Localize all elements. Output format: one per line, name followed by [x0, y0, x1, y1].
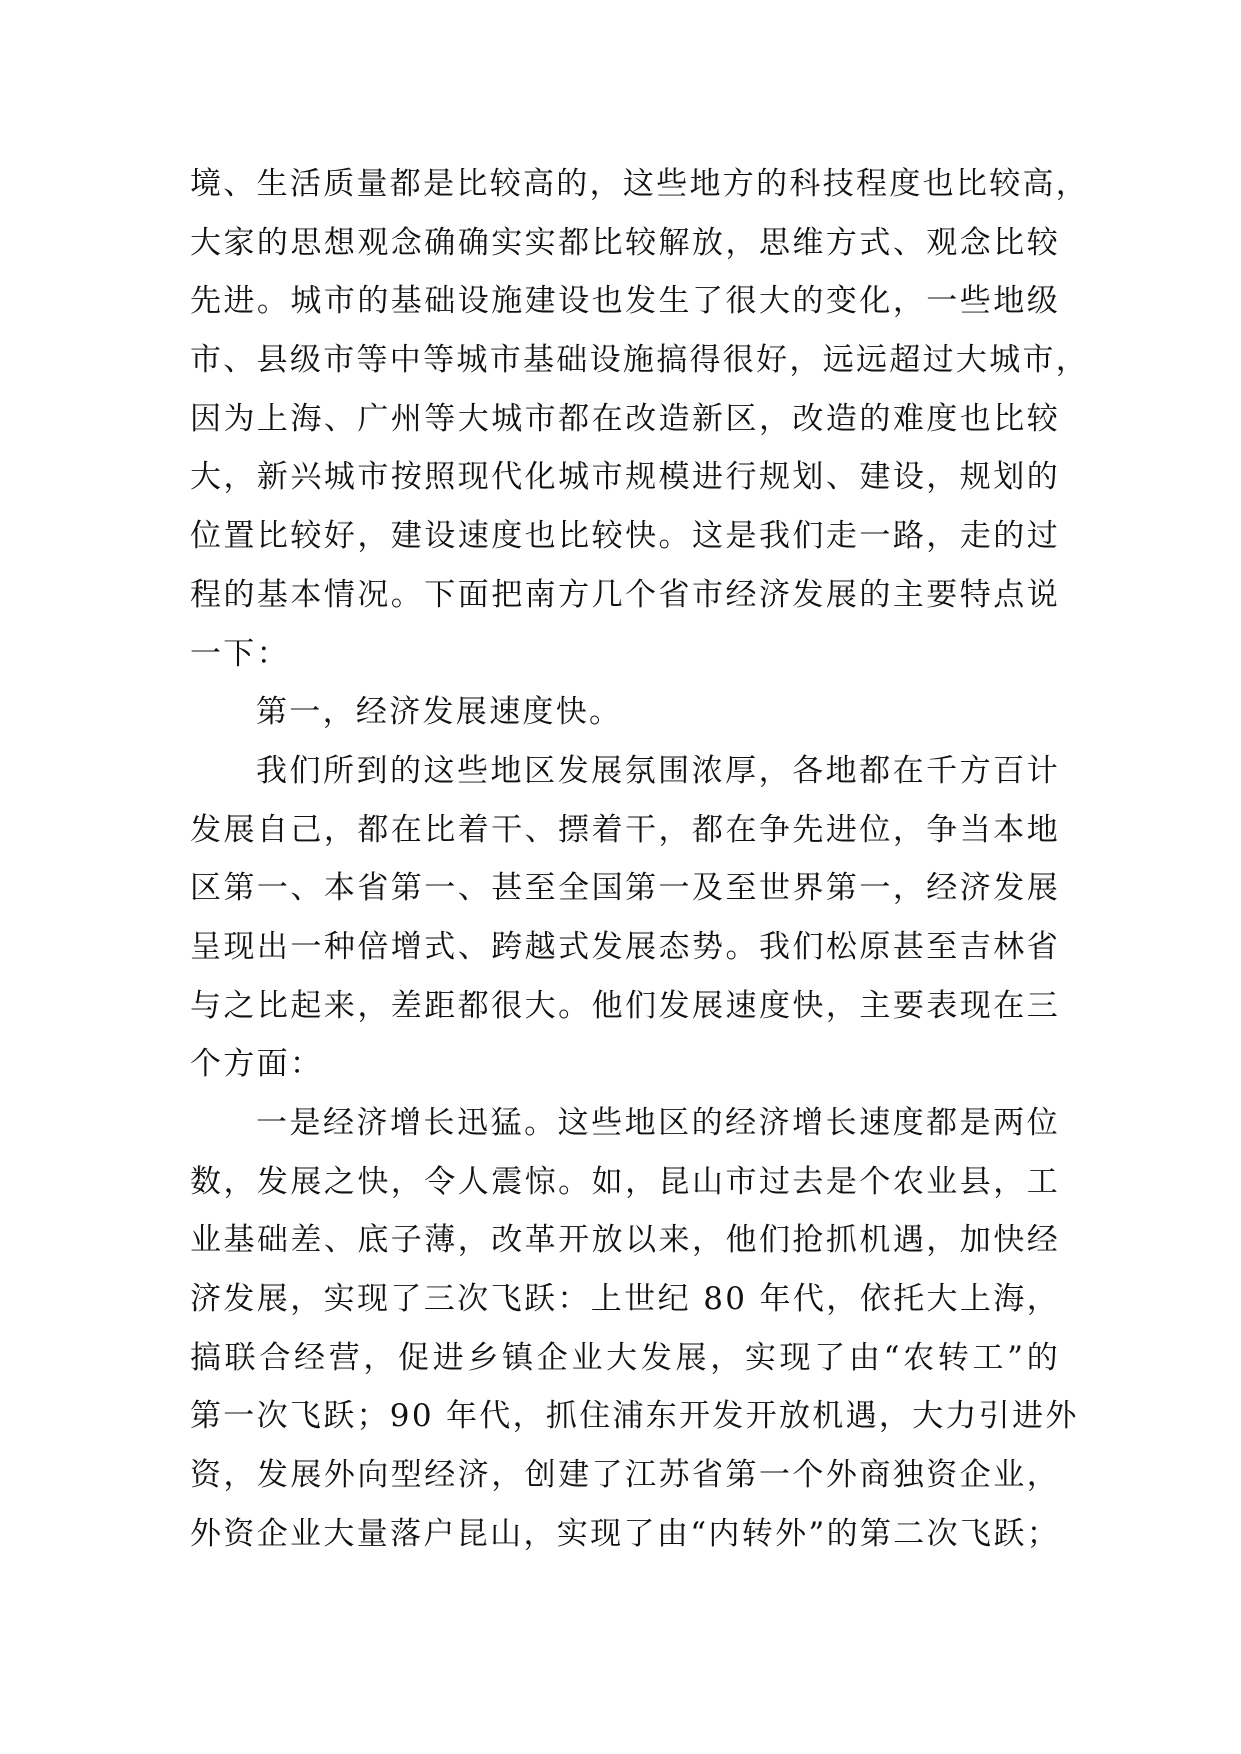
text-line: 济发展，实现了三次飞跃：上世纪 80 年代，依托大上海， — [190, 1281, 1060, 1318]
text-line: 大家的思想观念确确实实都比较解放，思维方式、观念比较 — [190, 224, 1060, 261]
body-text — [190, 155, 1090, 1564]
text-line: 与之比起来，差距都很大。他们发展速度快，主要表现在三 — [190, 987, 1060, 1024]
text-line: 业基础差、底子薄，改革开放以来，他们抢抓机遇，加快经 — [190, 1222, 1060, 1259]
text-line: 第一次飞跃；90 年代，抓住浦东开发开放机遇，大力引进外 — [190, 1398, 1079, 1435]
text-line: 资，发展外向型经济，创建了江苏省第一个外商独资企业， — [190, 1457, 1060, 1494]
text-line: 市、县级市等中等城市基础设施搞得很好，远远超过大城市， — [190, 342, 1090, 379]
text-line: 大，新兴城市按照现代化城市规模进行规划、建设，规划的 — [190, 459, 1060, 496]
text-line: 先进。城市的基础设施建设也发生了很大的变化，一些地级 — [190, 283, 1060, 320]
text-line: 外资企业大量落户昆山，实现了由“内转外”的第二次飞跃； — [190, 1515, 1060, 1552]
text-line: 发展自己，都在比着干、摽着干，都在争先进位，争当本地 — [190, 811, 1060, 848]
text-line: 一下： — [190, 635, 290, 672]
text-line: 区第一、本省第一、甚至全国第一及至世界第一，经济发展 — [190, 870, 1060, 907]
text-line: 境、生活质量都是比较高的，这些地方的科技程度也比较高， — [190, 166, 1090, 202]
text-line: 数，发展之快，令人震惊。如，昆山市过去是个农业县，工 — [190, 1163, 1060, 1200]
text-line: 位置比较好，建设速度也比较快。这是我们走一路，走的过 — [190, 518, 1060, 555]
text-line: 因为上海、广州等大城市都在改造新区，改造的难度也比较 — [190, 400, 1060, 437]
text-line: 我们所到的这些地区发展氛围浓厚，各地都在千方百计 — [256, 752, 1060, 789]
section-heading: 第一，经济发展速度快。 — [256, 694, 623, 731]
text-line: 程的基本情况。下面把南方几个省市经济发展的主要特点说 — [190, 576, 1060, 613]
text-line: 一是经济增长迅猛。这些地区的经济增长速度都是两位 — [256, 1105, 1060, 1141]
text-line: 呈现出一种倍增式、跨越式发展态势。我们松原甚至吉林省 — [190, 928, 1060, 965]
text-line: 搞联合经营，促进乡镇企业大发展，实现了由“农转工”的 — [190, 1339, 1060, 1376]
text-line: 个方面： — [190, 1046, 324, 1083]
